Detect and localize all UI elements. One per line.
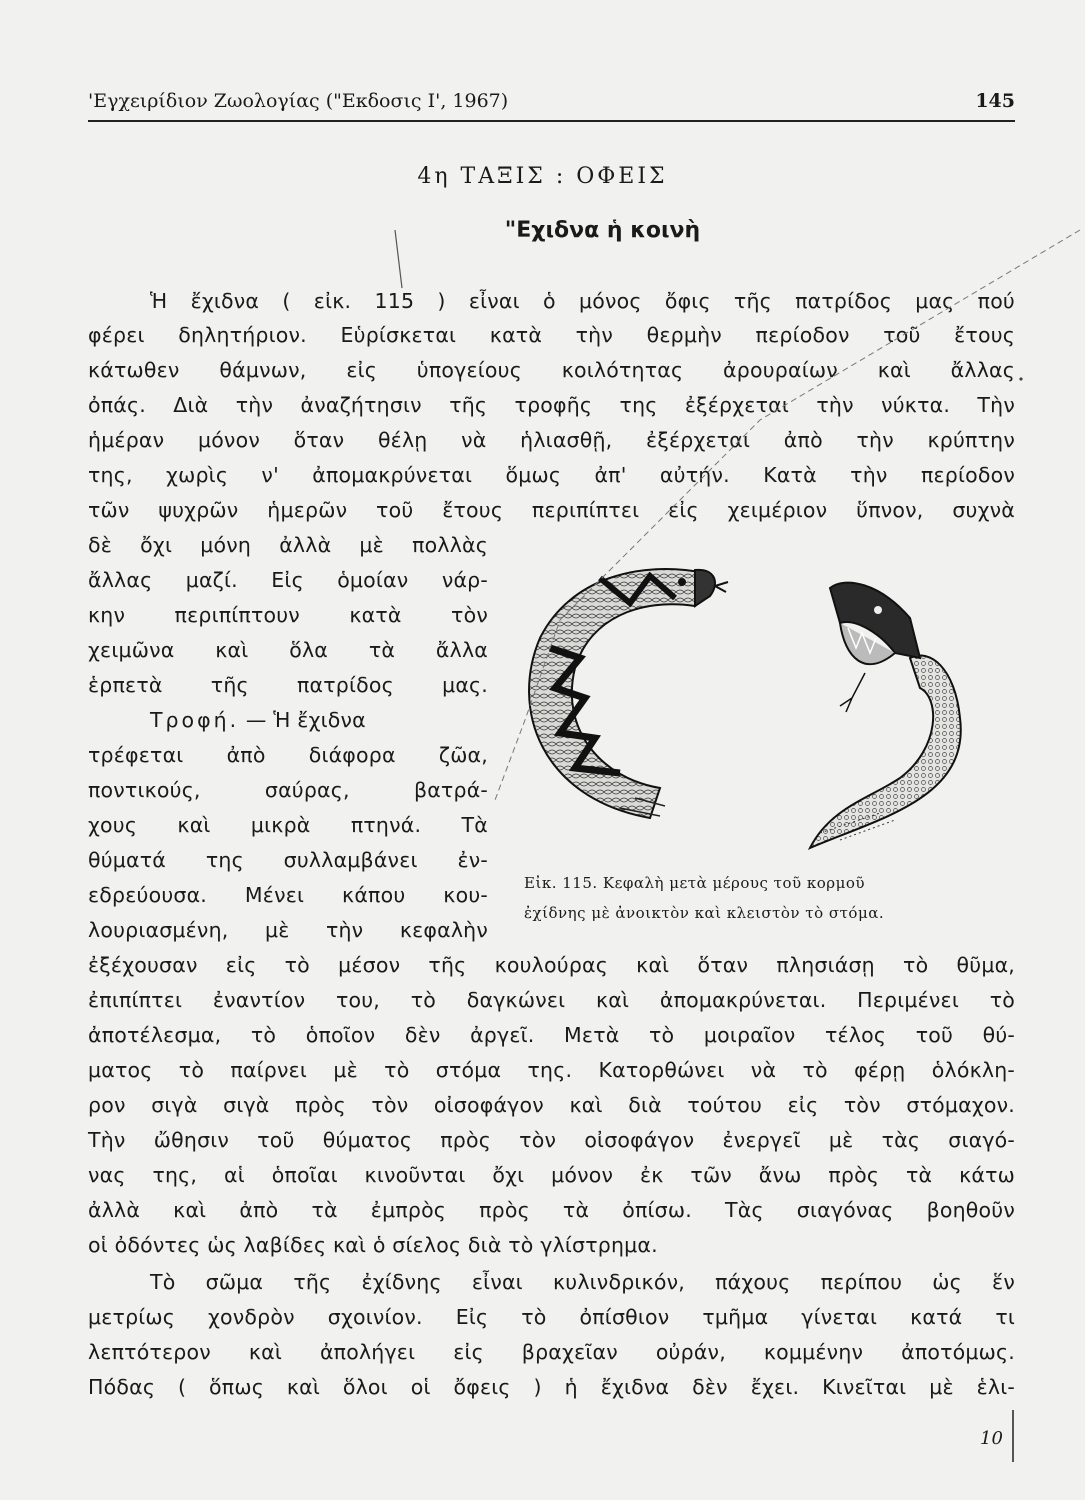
viper-illustration: [500, 548, 1030, 868]
margin-mark: [1012, 1410, 1014, 1462]
text-line: ἐπιπίπτει ἐναντίον του, τὸ δαγκώνει καὶ ἀπομακρύνεται. Περιμένει τὸ: [88, 988, 1015, 1012]
text-line: χειμῶνα καὶ ὅλα τὰ ἄλλα: [88, 638, 488, 662]
text-line: χους καὶ μικρὰ πτηνά. Τὰ: [88, 813, 488, 837]
text-line: κάτωθεν θάμνων, εἰς ὑπογείους κοιλότητας ἀρουραίων καὶ ἄλλας: [88, 358, 1015, 382]
signature-mark: 10: [980, 1428, 1003, 1449]
text-line: λεπτότερον καὶ ἀπολήγει εἰς βραχεῖαν οὐράν, κομμένην ἀποτόμως.: [88, 1340, 1015, 1364]
text-line: ποντικούς, σαύρας, βατρά-: [88, 778, 488, 802]
text-line: ἀποτέλεσμα, τὸ ὁποῖον δὲν ἀργεῖ. Μετὰ τὸ μοιραῖον τέλος τοῦ θύ-: [88, 1023, 1015, 1047]
text-line: φέρει δηλητήριον. Εὑρίσκεται κατὰ τὴν θερμὴν περίοδον τοῦ ἔτους: [88, 323, 1015, 347]
text-line: της, χωρὶς ν' ἀπομακρύνεται ὅμως ἀπ' αὐτήν. Κατὰ τὴν περίοδον: [88, 463, 1015, 487]
text-line: τῶν ψυχρῶν ἡμερῶν τοῦ ἔτους περιπίπτει εἰς χειμέριον ὕπνον, συχνὰ: [88, 498, 1015, 522]
text-line: ἄλλας μαζί. Εἰς ὁμοίαν νάρ-: [88, 568, 488, 592]
text-line: εδρεύουσα. Μένει κάπου κου-: [88, 883, 488, 907]
food-heading: Τροφή.: [150, 708, 240, 732]
book-title: 'Εγχειρίδιον Ζωολογίας ("Εκδοσις Ι', 1967): [88, 90, 509, 112]
text-line: Τὴν ὤθησιν τοῦ θύματος πρὸς τὸν οἰσοφάγον ἐνεργεῖ μὲ τὰς σιαγό-: [88, 1128, 1015, 1152]
running-header: [88, 90, 1015, 122]
text-line: νας της, αἱ ὁποῖαι κινοῦνται ὄχι μόνον ἐκ τῶν ἄνω πρὸς τὰ κάτω: [88, 1163, 1015, 1187]
figure-caption: Εἰκ. 115. Κεφαλὴ μετὰ μέρους τοῦ κορμοῦ: [524, 874, 865, 892]
figure-caption: ἐχίδνης μὲ ἀνοικτὸν καὶ κλειστὸν τὸ στόμα.: [524, 904, 885, 922]
page-number: 145: [975, 90, 1015, 112]
text-line: θύματά της συλλαμβάνει ἐν-: [88, 848, 488, 872]
text-line: μετρίως χονδρὸν σχοινίον. Εἰς τὸ ὀπίσθιον τμῆμα γίνεται κατά τι: [88, 1305, 1015, 1329]
section-title: 4η ΤΑΞΙΣ : ΟΦΕΙΣ: [417, 164, 668, 189]
subsection-title: "Εχιδνα ἡ κοινὴ: [504, 218, 701, 243]
text-line: δὲ ὄχι μόνη ἀλλὰ μὲ πολλὰς: [88, 533, 488, 557]
text-line: ἐξέχουσαν εἰς τὸ μέσον τῆς κουλούρας καὶ ὅταν πλησιάσῃ τὸ θῦμα,: [88, 953, 1015, 977]
text-line: ὀπάς. Διὰ τὴν ἀναζήτησιν τῆς τροφῆς της ἐξέρχεται τὴν νύκτα. Τὴν: [88, 393, 1015, 417]
text-line: οἱ ὀδόντες ὡς λαβίδες καὶ ὁ σίελος διὰ τὸ γλίστρημα.: [88, 1233, 658, 1257]
text-line: ἡμέραν μόνον ὅταν θέλῃ νὰ ἡλιασθῇ, ἐξέρχεται ἀπὸ τὴν κρύπτην: [88, 428, 1015, 452]
text-line-rest: — Ἡ ἔχιδνα: [245, 708, 366, 732]
text-line: ρον σιγὰ σιγὰ πρὸς τὸν οἰσοφάγον καὶ διὰ τούτου εἰς τὸν στόμαχον.: [88, 1093, 1015, 1117]
text-line: τρέφεται ἀπὸ διάφορα ζῶα,: [88, 743, 488, 767]
text-line: λουριασμένη, μὲ τὴν κεφαλὴν: [88, 918, 488, 942]
snake-closed-mouth: [529, 569, 728, 818]
text-line: Τὸ σῶμα τῆς ἐχίδνης εἶναι κυλινδρικόν, πάχους περίπου ὡς ἕν: [150, 1270, 1015, 1294]
text-line: [88, 708, 488, 732]
text-line: κην περιπίπτουν κατὰ τὸν: [88, 603, 488, 627]
text-line: Πόδας ( ὅπως καὶ ὅλοι οἱ ὄφεις ) ἡ ἔχιδνα δὲν ἔχει. Κινεῖται μὲ ἑλι-: [88, 1375, 1015, 1399]
text-line: ματος τὸ παίρνει μὲ τὸ στόμα της. Κατορθώνει νὰ τὸ φέρῃ ὁλόκλη-: [88, 1058, 1015, 1082]
snake-open-mouth: [810, 583, 961, 848]
text-line: ἑρπετὰ τῆς πατρίδος μας.: [88, 673, 488, 697]
text-line: ἀλλὰ καὶ ἀπὸ τὰ ἐμπρὸς πρὸς τὰ ὀπίσω. Τὰς σιαγόνας βοηθοῦν: [88, 1198, 1015, 1222]
text-line: Ἡ ἔχιδνα ( εἰκ. 115 ) εἶναι ὁ μόνος ὄφις τῆς πατρίδος μας πού: [150, 289, 1015, 313]
